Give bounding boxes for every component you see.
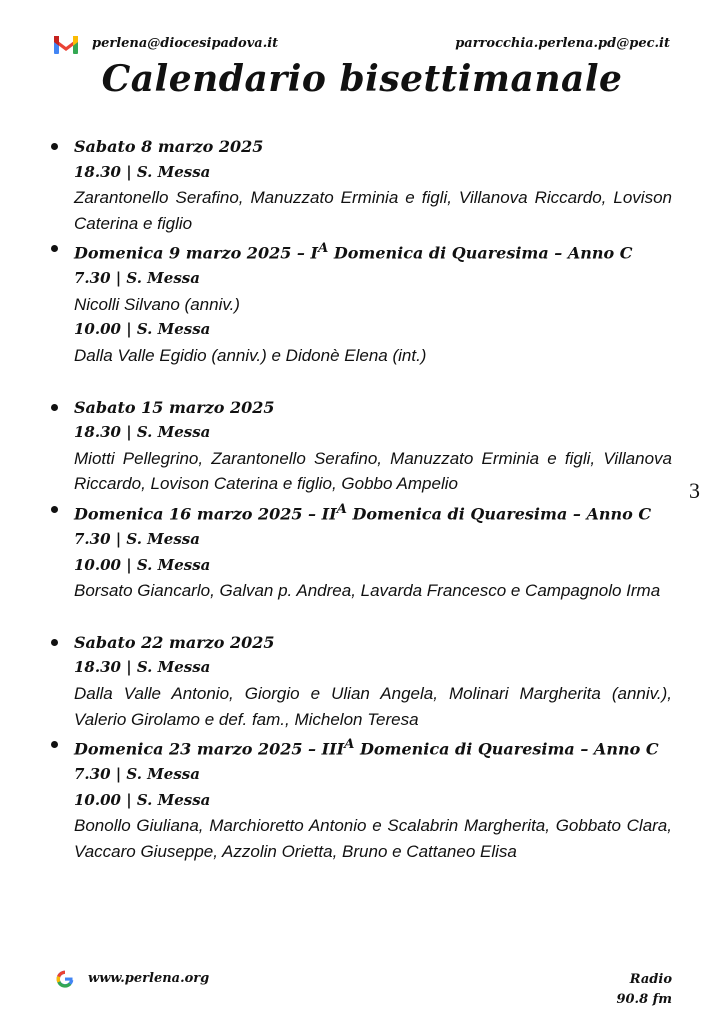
mass-intentions: Borsato Giancarlo, Galvan p. Andrea, Lavarda Francesco e Campagnolo Irma	[74, 581, 661, 601]
calendar-list	[46, 134, 672, 864]
ordinal-suffix: A	[344, 736, 355, 753]
entry-date	[74, 236, 672, 266]
entry-date-tail: Domenica di Quaresima – Anno C	[328, 243, 633, 263]
entry-date: Sabato 8 marzo 2025	[74, 137, 264, 156]
bullet-icon	[51, 506, 58, 513]
bullet-icon	[51, 639, 58, 646]
mass-time: 7.30 | S. Messa	[74, 529, 200, 548]
bullet-icon	[51, 404, 58, 411]
mass-time: 18.30 | S. Messa	[74, 162, 211, 181]
mass-time: 18.30 | S. Messa	[74, 423, 211, 442]
entry-date: Sabato 22 marzo 2025	[74, 632, 275, 652]
calendar-entry	[46, 732, 672, 864]
radio-info	[612, 970, 672, 1010]
mass-intentions: Bonollo Giuliana, Marchioretto Antonio e Scalabrin Margherita, Gobbato Clara, Vaccaro Giuseppe, Azzolin Orietta, Bruno e Cattaneo Elisa	[74, 816, 672, 861]
entry-date-head: Domenica 23 marzo 2025 – III	[74, 739, 345, 759]
mass-intentions: Miotti Pellegrino, Zarantonello Serafino, Manuzzato Erminia e figli, Villanova Riccardo, Lovison Caterina e figlio, Gobbo Ampelio	[74, 448, 672, 494]
entry-date-tail: Domenica di Quaresima – Anno C	[354, 739, 659, 759]
bullet-icon	[51, 741, 58, 748]
footer-website-link[interactable]: www.perlena.org	[88, 971, 210, 986]
bullet-icon	[51, 245, 58, 252]
calendar-entry	[46, 497, 672, 604]
mass-time: 10.00 | S. Messa	[74, 790, 211, 809]
header-email-left[interactable]: perlena@diocesipadova.it	[92, 36, 279, 51]
bullet-icon	[51, 143, 58, 150]
mass-time: 7.30 | S. Messa	[74, 269, 200, 288]
calendar-entry	[46, 395, 672, 497]
calendar-entry	[46, 630, 672, 732]
gmail-icon	[54, 36, 78, 54]
entry-date-head: Domenica 16 marzo 2025 – II	[74, 504, 337, 524]
mass-time: 18.30 | S. Messa	[74, 658, 211, 677]
mass-time: 7.30 | S. Messa	[74, 765, 200, 784]
mass-time: 10.00 | S. Messa	[74, 320, 211, 339]
mass-intentions: Dalla Valle Antonio, Giorgio e Ulian Angela, Molinari Margherita (anniv.), Valerio Girolamo e def. fam., Michelon Teresa	[74, 683, 672, 729]
ordinal-suffix: A	[336, 501, 347, 518]
entry-date: Sabato 15 marzo 2025	[74, 397, 275, 417]
calendar-entry	[46, 134, 672, 236]
mass-time: 10.00 | S. Messa	[74, 555, 211, 574]
radio-frequency: 90.8 fm	[616, 992, 672, 1007]
mass-intentions: Dalla Valle Egidio (anniv.) e Didonè Elena (int.)	[74, 346, 427, 366]
ordinal-suffix: A	[317, 240, 329, 257]
entry-date-head: Domenica 9 marzo 2025 – I	[74, 243, 318, 263]
radio-label: Radio	[629, 972, 672, 987]
page-number: 3	[689, 478, 700, 503]
entry-date	[74, 497, 672, 527]
google-icon	[54, 968, 76, 990]
entry-date-tail: Domenica di Quaresima – Anno C	[346, 504, 652, 524]
entry-date	[74, 732, 672, 762]
mass-intentions: Nicolli Silvano (anniv.)	[74, 294, 240, 314]
calendar-entry	[46, 236, 672, 368]
header-email-right[interactable]: parrocchia.perlena.pd@pec.it	[455, 36, 670, 51]
page-title: Calendario bisettimanale	[101, 58, 623, 100]
mass-intentions: Zarantonello Serafino, Manuzzato Erminia e figli, Villanova Riccardo, Lovison Caterina e figlio	[74, 188, 672, 233]
